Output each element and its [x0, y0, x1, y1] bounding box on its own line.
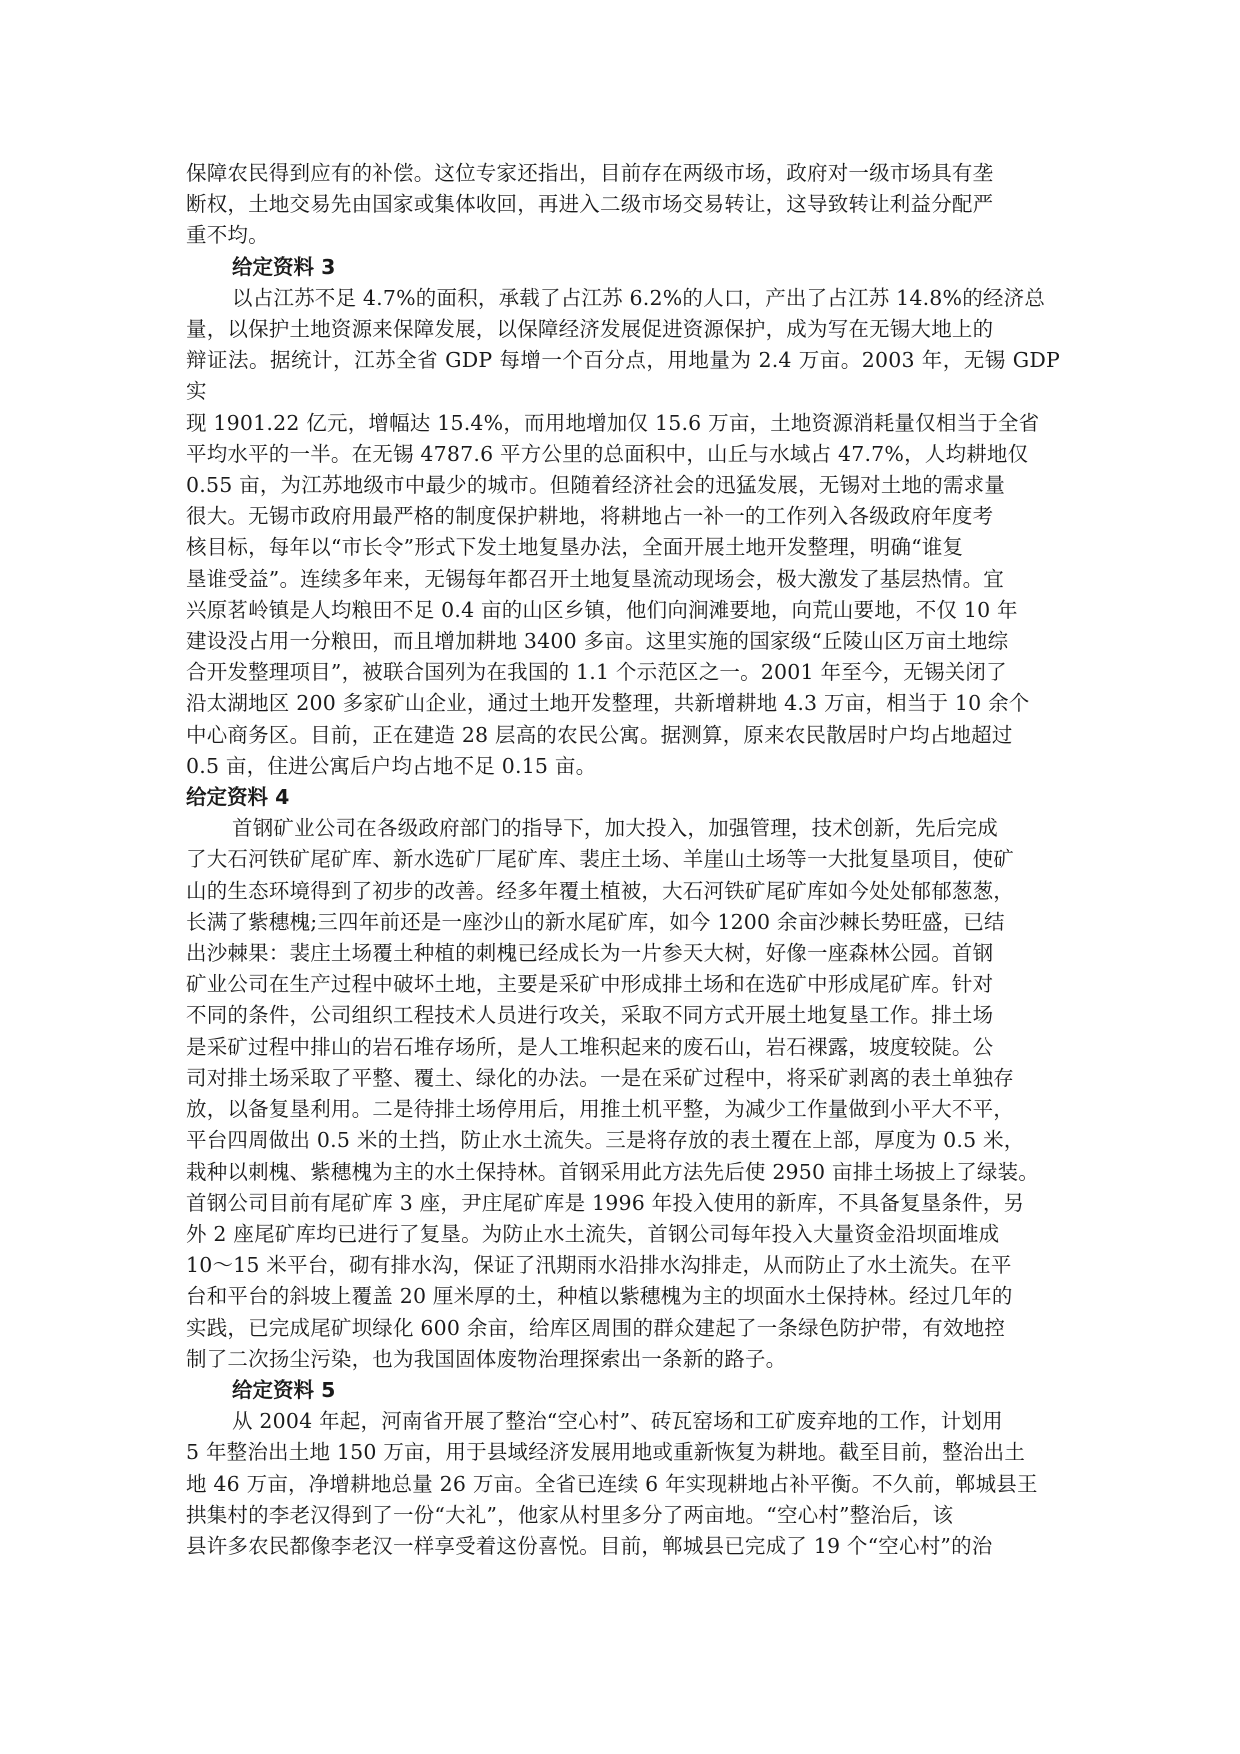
text-line: 平均水平的一半。在无锡 4787.6 平方公里的总面积中，山丘与水域占 47.7%，人均耕地仅: [186, 441, 1029, 466]
paragraph: [186, 158, 1060, 252]
text-line: 从 2004 年起，河南省开展了整治“空心村”、砖瓦窑场和工矿废弃地的工作，计划用: [232, 1409, 1003, 1434]
text-line: 断权，土地交易先由国家或集体收回，再进入二级市场交易转让，这导致转让利益分配严: [186, 192, 994, 217]
text-line: 司对排土场采取了平整、覆土、绿化的办法。一是在采矿过程中，将采矿剥离的表土单独存: [186, 1065, 1014, 1090]
text-line: 建设没占用一分粮田，而且增加耕地 3400 多亩。这里实施的国家级“丘陵山区万亩土地综: [186, 629, 1009, 654]
text-line: 栽种以刺槐、紫穗槐为主的水土保持林。首钢采用此方法先后使 2950 亩排土场披上了绿装。: [186, 1159, 1040, 1184]
text-line: 垦谁受益”。连续多年来，无锡每年都召开土地复垦流动现场会，极大激发了基层热情。宜: [186, 566, 1004, 591]
text-line: 不同的条件，公司组织工程技术人员进行攻关，采取不同方式开展土地复垦工作。排土场: [186, 1003, 994, 1028]
text-line: 很大。无锡市政府用最严格的制度保护耕地，将耕地占一补一的工作列入各级政府年度考: [186, 504, 994, 529]
text-line: 合开发整理项目”，被联合国列为在我国的 1.1 个示范区之一。2001 年至今，无锡关闭了: [186, 660, 1007, 685]
text-line: 山的生态环境得到了初步的改善。经多年覆土植被，大石河铁矿尾矿库如今处处郁郁葱葱，: [186, 878, 1014, 903]
text-line: 现 1901.22 亿元，增幅达 15.4%，而用地增加仅 15.6 万亩，土地资源消耗量仅相当于全省: [186, 410, 1040, 435]
text-line: 拱集村的李老汉得到了一份“大礼”，他家从村里多分了两亩地。“空心村”整治后，该: [186, 1502, 954, 1527]
text-line: 中心商务区。目前，正在建造 28 层高的农民公寓。据测算，原来农民散居时户均占地超过: [186, 722, 1013, 747]
text-line: 以占江苏不足 4.7%的面积，承载了占江苏 6.2%的人口，产出了占江苏 14.8%的经济总: [232, 285, 1046, 310]
section-heading: 给定资料 5: [232, 1377, 336, 1402]
text-line: 矿业公司在生产过程中破坏土地，主要是采矿中形成排土场和在选矿中形成尾矿库。针对: [186, 972, 994, 997]
text-line: 兴原茗岭镇是人均粮田不足 0.4 亩的山区乡镇，他们向涧滩要地，向荒山要地，不仅 10 年: [186, 597, 1018, 622]
text-line: 外 2 座尾矿库均已进行了复垦。为防止水土流失，首钢公司每年投入大量资金沿坝面堆成: [186, 1221, 1000, 1246]
text-line: 首钢矿业公司在各级政府部门的指导下，加大投入，加强管理，技术创新，先后完成: [232, 816, 998, 841]
text-line: 县许多农民都像李老汉一样享受着这份喜悦。目前，郸城县已完成了 19 个“空心村”的治: [186, 1533, 993, 1558]
text-line: 实践，已完成尾矿坝绿化 600 余亩，给库区周围的群众建起了一条绿色防护带，有效地控: [186, 1315, 1006, 1340]
text-line: 核目标，每年以“市长令”形式下发土地复垦办法，全面开展土地开发整理，明确“谁复: [186, 535, 964, 560]
text-line: 放，以备复垦利用。二是待排土场停用后，用推土机平整，为减少工作量做到小平大不平，: [186, 1097, 1014, 1122]
text-line: 长满了紫穗槐;三四年前还是一座沙山的新水尾矿库，如今 1200 余亩沙棘长势旺盛，已结: [186, 909, 1005, 934]
text-line: 保障农民得到应有的补偿。这位专家还指出，目前存在两级市场，政府对一级市场具有垄: [186, 161, 994, 185]
text-line: 辩证法。据统计，江苏全省 GDP 每增一个百分点，用地量为 2.4 万亩。2003 年，无锡 GDP 实: [186, 348, 1060, 404]
section-heading: 给定资料 3: [232, 254, 336, 279]
section-heading: 给定资料 4: [186, 785, 290, 810]
paragraph: [186, 1406, 1060, 1562]
document-page: [186, 158, 1060, 1562]
text-line: 10～15 米平台，砌有排水沟，保证了汛期雨水沿排水沟排走，从而防止了水土流失。在平: [186, 1253, 1012, 1278]
text-line: 平台四周做出 0.5 米的土挡，防止水土流失。三是将存放的表土覆在上部，厚度为 0.5 米，: [186, 1128, 1025, 1153]
text-line: 量，以保护土地资源来保障发展，以保障经济发展促进资源保护，成为写在无锡大地上的: [186, 317, 994, 342]
text-line: 5 年整治出土地 150 万亩，用于县域经济发展用地或重新恢复为耕地。截至目前，整治出土: [186, 1440, 1026, 1465]
text-line: 重不均。: [186, 223, 269, 248]
text-line: 台和平台的斜坡上覆盖 20 厘米厚的土，种植以紫穗槐为主的坝面水土保持林。经过几年的: [186, 1284, 1013, 1309]
paragraph: [186, 813, 1060, 1375]
text-line: 沿太湖地区 200 多家矿山企业，通过土地开发整理，共新增耕地 4.3 万亩，相当于 10 余个: [186, 691, 1030, 716]
text-line: 出沙棘果：裴庄土场覆土种植的刺槐已经成长为一片参天大树，好像一座森林公园。首钢: [186, 941, 994, 966]
text-line: 0.55 亩，为江苏地级市中最少的城市。但随着经济社会的迅猛发展，无锡对土地的需求量: [186, 473, 1006, 498]
text-line: 是采矿过程中排山的岩石堆存场所，是人工堆积起来的废石山，岩石裸露，坡度较陡。公: [186, 1034, 994, 1059]
text-line: 首钢公司目前有尾矿库 3 座，尹庄尾矿库是 1996 年投入使用的新库，不具备复垦条件，另: [186, 1190, 1025, 1215]
text-line: 了大石河铁矿尾矿库、新水选矿厂尾矿库、裴庄土场、羊崖山土场等一大批复垦项目，使矿: [186, 847, 1014, 872]
text-line: 地 46 万亩，净增耕地总量 26 万亩。全省已连续 6 年实现耕地占补平衡。不久前，郸城县王: [186, 1471, 1038, 1496]
text-line: 制了二次扬尘污染，也为我国固体废物治理探索出一条新的路子。: [186, 1346, 787, 1371]
text-line: 0.5 亩，住进公寓后户均占地不足 0.15 亩。: [186, 753, 597, 778]
paragraph: [186, 283, 1060, 782]
